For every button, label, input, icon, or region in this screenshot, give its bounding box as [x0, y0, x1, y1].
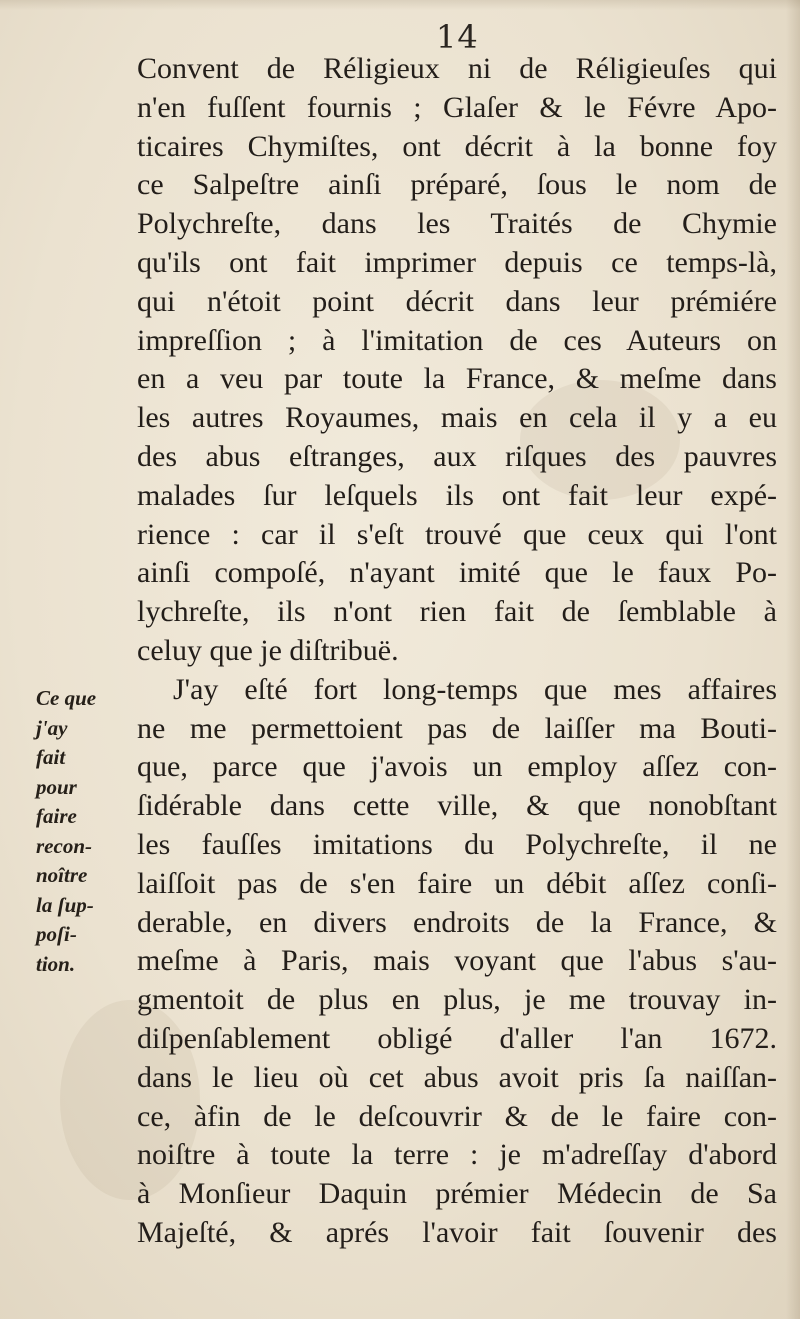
text-line: lychreſte, ils n'ont rien fait de ſemblable à [137, 595, 777, 629]
margin-note-line: recon- [36, 833, 92, 858]
page-right-shadow [786, 0, 800, 1319]
text-line: Convent de Réligieux ni de Réligieuſes qui [137, 52, 777, 85]
text-line: impreſſion ; à l'imitation de ces Auteurs on [137, 323, 777, 357]
page-number: 14 [436, 18, 479, 56]
text-line: n'en fuſſent fournis ; Glaſer & le Févre Apo- [137, 90, 777, 124]
margin-note-line: j'ay [36, 715, 68, 740]
text-line: ce Salpeſtre ainſi préparé, ſous le nom de [137, 168, 777, 202]
text-line: des abus eſtranges, aux riſques des pauvres [137, 439, 777, 473]
text-line: noiſtre à toute la terre : je m'adreſſay d'abord [137, 1138, 777, 1172]
text-line: qu'ils ont fait imprimer depuis ce temps-là, [137, 245, 777, 279]
text-line: qui n'étoit point décrit dans leur prémiére [137, 284, 777, 318]
text-line: rience : car il s'eſt trouvé que ceux qui l'ont [137, 517, 777, 551]
page-top-shadow [0, 0, 800, 10]
margin-note-line: faire [36, 804, 77, 828]
text-line: les autres Royaumes, mais en cela il y a eu [137, 401, 777, 435]
text-line: Polychreſte, dans les Traités de Chymie [137, 207, 777, 241]
text-line: celuy que je diſtribuë. [137, 633, 399, 667]
text-line: laiſſoit pas de s'en faire un débit aſſez conſi- [137, 866, 777, 900]
text-line: ce, àfin de le deſcouvrir & de le faire con- [137, 1099, 777, 1133]
margin-note-line: fait [36, 745, 66, 769]
main-text-block [137, 50, 777, 1253]
margin-note [36, 684, 126, 979]
text-line: en a veu par toute la France, & meſme dans [137, 362, 777, 396]
text-line: ainſi compoſé, n'ayant imité que le faux Po- [137, 556, 777, 590]
text-line: à Monſieur Daquin prémier Médecin de Sa [137, 1177, 777, 1211]
margin-note-line: Ce que [36, 686, 97, 710]
text-line: meſme à Paris, mais voyant que l'abus s'au- [137, 944, 777, 978]
text-line: ne me permettoient pas de laiſſer ma Bouti- [137, 711, 777, 745]
margin-note-line: poſi- [36, 922, 77, 946]
text-line: derable, en divers endroits de la France, & [137, 905, 777, 939]
text-line: J'ay eſté fort long-temps que mes affaires [173, 672, 777, 706]
text-line: ticaires Chymiſtes, ont décrit à la bonne foy [137, 129, 777, 163]
text-line: gmentoit de plus en plus, je me trouvay in- [137, 983, 777, 1017]
margin-note-line: noître [36, 863, 88, 887]
text-line: ſidérable dans cette ville, & que nonobſtant [137, 789, 777, 823]
text-line: diſpenſablement obligé d'aller l'an 1672. [137, 1021, 777, 1055]
text-line: que, parce que j'avois un employ aſſez con- [137, 750, 777, 784]
text-line: Majeſté, & aprés l'avoir fait ſouvenir des [137, 1215, 777, 1249]
text-line: les fauſſes imitations du Polychreſte, il ne [137, 827, 777, 861]
text-line: dans le lieu où cet abus avoit pris ſa naiſſan- [137, 1060, 777, 1094]
margin-note-line: pour [36, 774, 77, 799]
margin-note-line: la ſup- [36, 892, 94, 917]
text-line: malades ſur leſquels ils ont fait leur expé- [137, 478, 777, 512]
margin-note-line: tion. [36, 951, 76, 976]
